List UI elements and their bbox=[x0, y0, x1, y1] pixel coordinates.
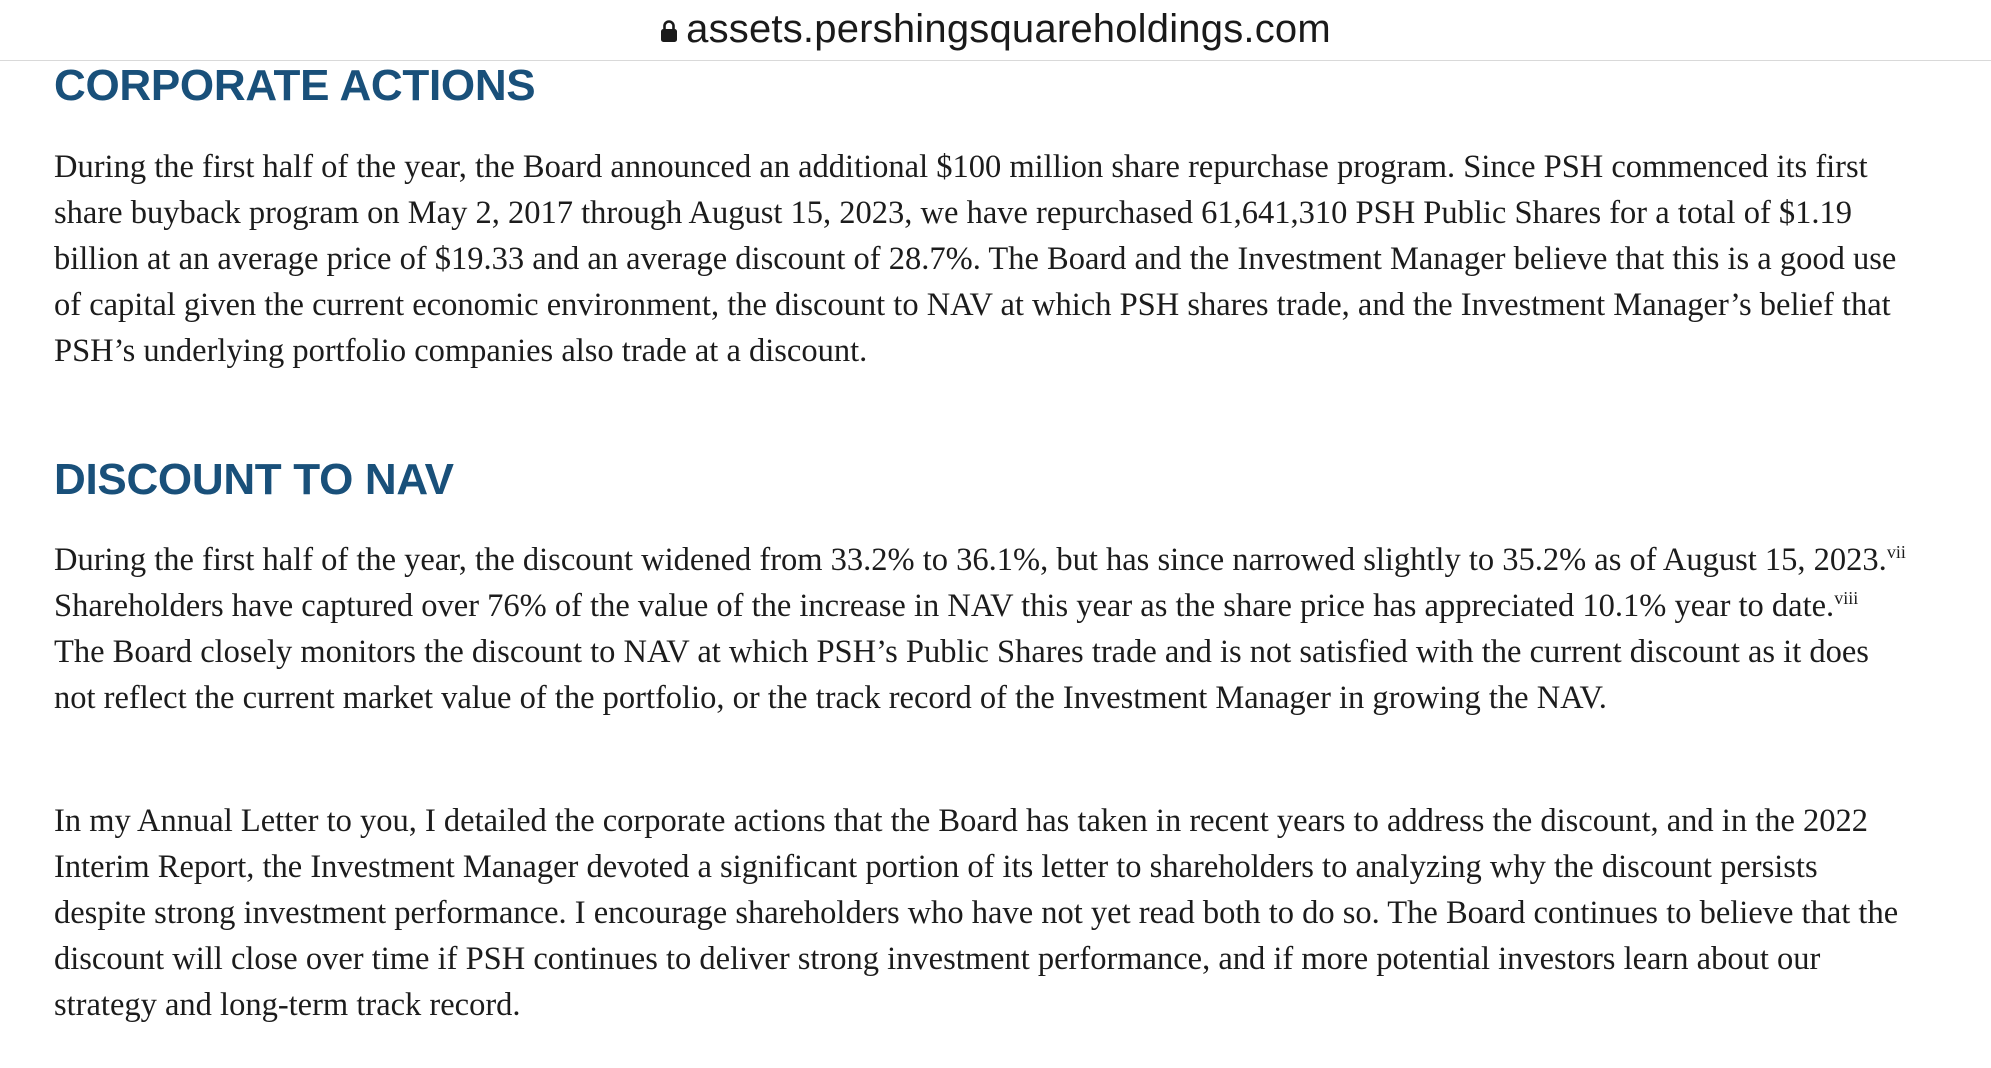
paragraph-text: The Board closely monitors the discount to NAV at which PSH’s Public Shares trade and is not satisfied with the current discount as it does not reflect the current market value of the portfolio, or the track record of the Investment Manager in growing the NAV. bbox=[54, 634, 1869, 716]
paragraph-text: Shareholders have captured over 76% of the value of the increase in NAV this year as the share price has appreciated 10.1% year to date. bbox=[54, 588, 1835, 624]
section-heading-discount-to-nav: DISCOUNT TO NAV bbox=[54, 455, 454, 504]
lock-icon bbox=[660, 19, 678, 43]
paragraph-text: During the first half of the year, the discount widened from 33.2% to 36.1%, but has since narrowed slightly to 35.2% as of August 15, 2023. bbox=[54, 542, 1887, 578]
section-heading-corporate-actions: CORPORATE ACTIONS bbox=[54, 61, 536, 110]
url-text: assets.pershingsquareholdings.com bbox=[686, 6, 1331, 51]
paragraph-corporate-actions: During the first half of the year, the Board announced an additional $100 million share repurchase program. Since PSH commenced its first share buyback program on May 2, 2017 through August 15, 2023, we have repurchased 61,641,310 PSH Public Shares for a total of $1.19 billion at an average price of $19.33 and an average discount of 28.7%. The Board and the Investment Manager believe that this is a good use of capital given the current economic environment, the discount to NAV at which PSH shares trade, and the Investment Manager’s belief that PSH’s underlying portfolio companies also trade at a discount. bbox=[54, 149, 1897, 369]
browser-address-bar[interactable] bbox=[0, 0, 1991, 61]
paragraph-annual-letter: In my Annual Letter to you, I detailed the corporate actions that the Board has taken in recent years to address the discount, and in the 2022 Interim Report, the Investment Manager devoted a significant portion of its letter to shareholders to analyzing why the discount persists despite strong investment performance. I encourage shareholders who have not yet read both to do so. The Board continues to believe that the discount will close over time if PSH continues to deliver strong investment performance, and if more potential investors learn about our strategy and long-term track record. bbox=[54, 803, 1899, 1023]
footnote-marker[interactable]: vii bbox=[1886, 542, 1906, 563]
footnote-marker[interactable]: viii bbox=[1834, 588, 1859, 609]
address-bar-content bbox=[660, 7, 1331, 52]
paragraph-discount-to-nav bbox=[54, 537, 1914, 721]
